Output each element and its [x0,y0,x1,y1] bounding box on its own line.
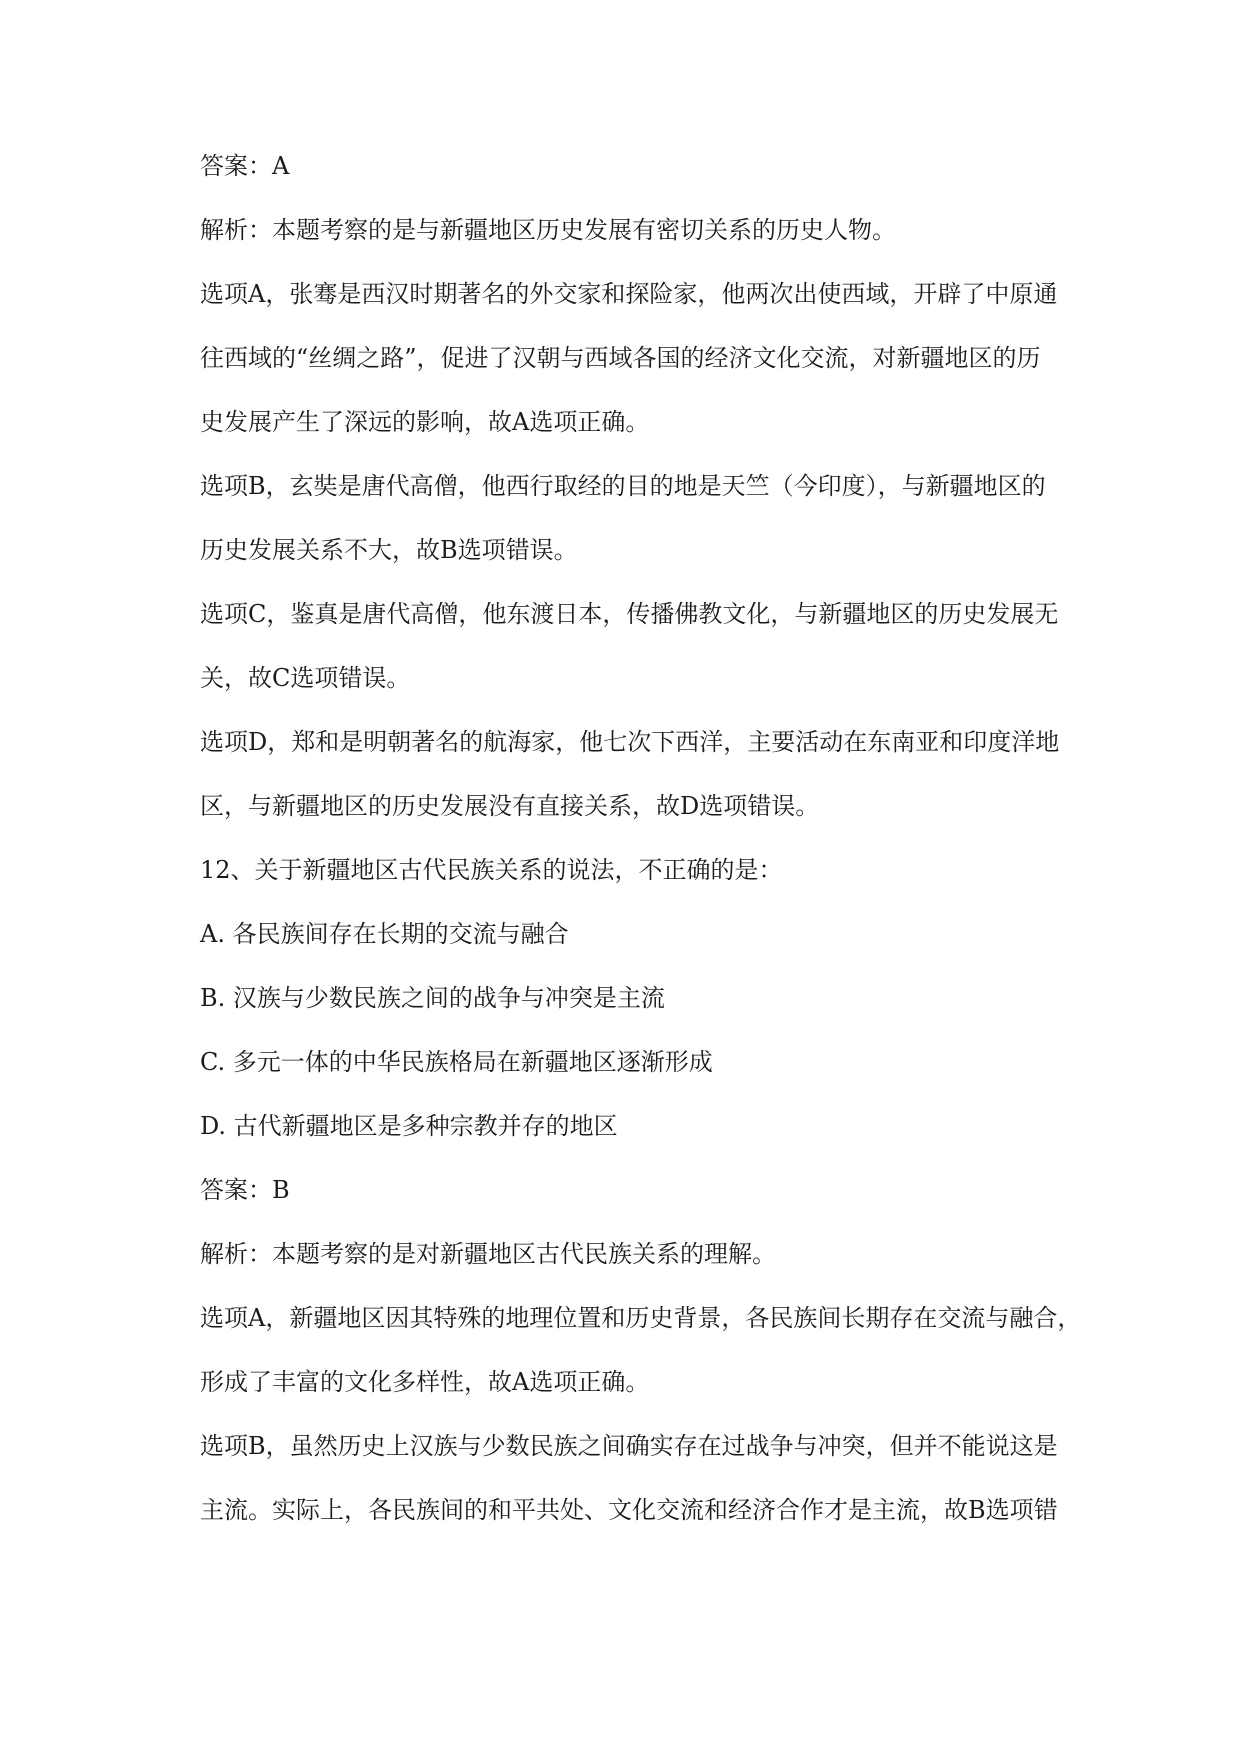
option-b-explanation-line-1: 选项B，玄奘是唐代高僧，他西行取经的目的地是天竺（今印度），与新疆地区的 [200,472,1046,500]
question-12-option-c: C. 多元一体的中华民族格局在新疆地区逐渐形成 [200,1048,713,1076]
option-c-explanation-line-2: 关，故C选项错误。 [200,664,411,692]
analysis-intro-q11: 解析：本题考察的是与新疆地区历史发展有密切关系的历史人物。 [200,216,896,244]
option-c-explanation-line-1: 选项C，鉴真是唐代高僧，他东渡日本，传播佛教文化，与新疆地区的历史发展无 [200,600,1059,628]
question-12-option-a: A. 各民族间存在长期的交流与融合 [200,920,569,948]
question-12-option-d: D. 古代新疆地区是多种宗教并存的地区 [200,1112,618,1140]
option-a-explanation-line-2: 往西域的“丝绸之路”，促进了汉朝与西域各国的经济文化交流，对新疆地区的历 [200,344,1041,372]
analysis-intro-q12: 解析：本题考察的是对新疆地区古代民族关系的理解。 [200,1240,776,1268]
answer-line-q12: 答案：B [200,1176,290,1204]
question-12-option-b: B. 汉族与少数民族之间的战争与冲突是主流 [200,984,665,1012]
option-d-explanation-line-1: 选项D，郑和是明朝著名的航海家，他七次下西洋，主要活动在东南亚和印度洋地 [200,728,1060,756]
option-b-explanation-line-2: 历史发展关系不大，故B选项错误。 [200,536,578,564]
q12-option-a-explanation-line-1: 选项A，新疆地区因其特殊的地理位置和历史背景，各民族间长期存在交流与融合， [200,1304,1082,1332]
option-d-explanation-line-2: 区，与新疆地区的历史发展没有直接关系，故D选项错误。 [200,792,820,820]
q12-option-a-explanation-line-2: 形成了丰富的文化多样性，故A选项正确。 [200,1368,650,1396]
option-a-explanation-line-1: 选项A，张骞是西汉时期著名的外交家和探险家，他两次出使西域，开辟了中原通 [200,280,1058,308]
q12-option-b-explanation-line-1: 选项B，虽然历史上汉族与少数民族之间确实存在过战争与冲突，但并不能说这是 [200,1432,1058,1460]
question-12-stem: 12、关于新疆地区古代民族关系的说法，不正确的是： [200,856,783,884]
answer-line-q11: 答案：A [200,152,290,180]
q12-option-b-explanation-line-2: 主流。实际上，各民族间的和平共处、文化交流和经济合作才是主流，故B选项错 [200,1496,1058,1524]
option-a-explanation-line-3: 史发展产生了深远的影响，故A选项正确。 [200,408,650,436]
